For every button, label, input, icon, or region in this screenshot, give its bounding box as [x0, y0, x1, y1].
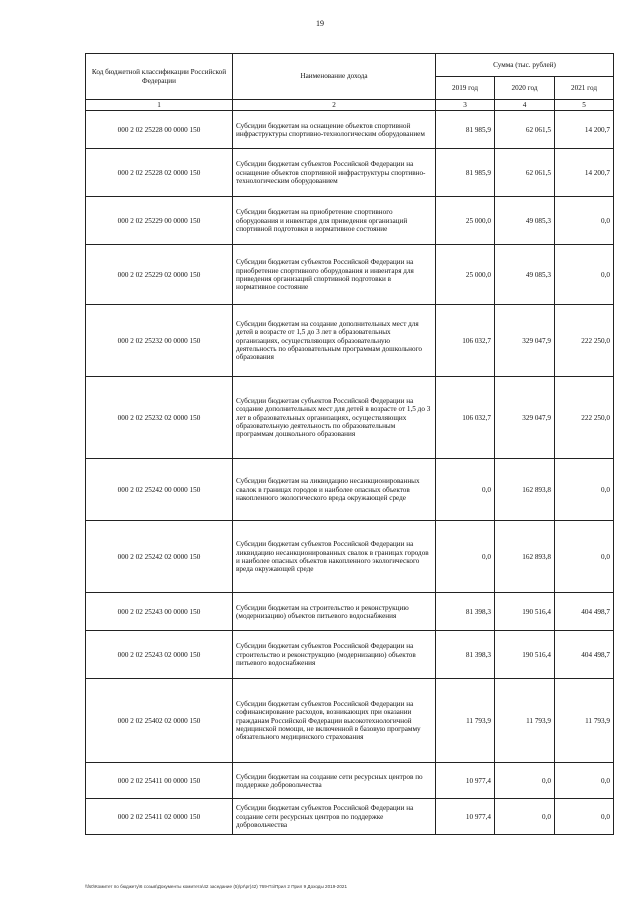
row-value-2020: 0,0	[495, 763, 555, 799]
row-value-2021: 0,0	[555, 799, 614, 835]
row-name: Субсидии бюджетам субъектов Российской Федерации на создание дополнительных мест для детей в возрасте от 1,5 до 3 лет в образовательных организациях, осуществляющих образовательную деятельность по образовательным программам дошкольного образования	[233, 377, 436, 459]
row-value-2021: 0,0	[555, 521, 614, 593]
row-name: Субсидии бюджетам субъектов Российской Федерации на приобретение спортивного оборудования и инвентаря для приведения организаций спортивной подготовки в нормативное состояние	[233, 245, 436, 305]
income-table	[85, 53, 614, 835]
row-value-2021: 14 200,7	[555, 111, 614, 149]
table-row	[86, 799, 614, 835]
table-row	[86, 679, 614, 763]
row-value-2019: 0,0	[436, 521, 495, 593]
row-name: Субсидии бюджетам на создание сети ресурсных центров по поддержке добровольчества	[233, 763, 436, 799]
col-number: 3	[436, 100, 495, 111]
header-year-2019: 2019 год	[436, 77, 495, 100]
table-row	[86, 197, 614, 245]
row-value-2020: 49 085,3	[495, 245, 555, 305]
row-value-2019: 25 000,0	[436, 197, 495, 245]
row-name: Субсидии бюджетам субъектов Российской Федерации на софинансирование расходов, возникающих при оказании гражданам Российской Федерации высокотехнологичной медицинской помощи, не включенной в базовую программу обязательного медицинского страхования	[233, 679, 436, 763]
row-name: Субсидии бюджетам субъектов Российской Федерации на ликвидацию несанкционированных свалок в границах городов и наиболее опасных объектов накопленного экологического вреда окружающей среде	[233, 521, 436, 593]
page-number: 19	[316, 19, 324, 28]
row-value-2020: 162 893,8	[495, 521, 555, 593]
table-row	[86, 763, 614, 799]
row-value-2020: 11 793,9	[495, 679, 555, 763]
row-value-2019: 81 398,3	[436, 631, 495, 679]
table-row	[86, 459, 614, 521]
row-value-2020: 190 516,4	[495, 593, 555, 631]
row-value-2021: 0,0	[555, 763, 614, 799]
table-row	[86, 377, 614, 459]
table-row	[86, 149, 614, 197]
row-value-2020: 62 061,5	[495, 111, 555, 149]
row-code: 000 2 02 25411 02 0000 150	[86, 799, 233, 835]
table-row	[86, 245, 614, 305]
table-row	[86, 111, 614, 149]
col-number: 5	[555, 100, 614, 111]
col-number: 2	[233, 100, 436, 111]
row-value-2019: 10 977,4	[436, 763, 495, 799]
header-sum-group: Сумма (тыс. рублей)	[436, 54, 614, 77]
row-name: Субсидии бюджетам субъектов Российской Федерации на строительство и реконструкцию (модернизацию) объектов питьевого водоснабжения	[233, 631, 436, 679]
row-code: 000 2 02 25228 02 0000 150	[86, 149, 233, 197]
footer-file-path: \\fs0\Комитет по бюджету\6 созыв\Документы комитета\42 заседание (5)\pr\pr(42) 769-Пз\Прил 2 Прил 9 Доходы 2019-2021	[85, 884, 348, 889]
row-value-2019: 81 985,9	[436, 149, 495, 197]
header-year-2020: 2020 год	[495, 77, 555, 100]
row-value-2021: 404 498,7	[555, 593, 614, 631]
row-value-2019: 10 977,4	[436, 799, 495, 835]
header-name: Наименование дохода	[233, 54, 436, 100]
row-code: 000 2 02 25411 00 0000 150	[86, 763, 233, 799]
row-code: 000 2 02 25402 02 0000 150	[86, 679, 233, 763]
row-value-2020: 329 047,9	[495, 305, 555, 377]
row-value-2021: 0,0	[555, 197, 614, 245]
header-year-2021: 2021 год	[555, 77, 614, 100]
row-code: 000 2 02 25243 00 0000 150	[86, 593, 233, 631]
row-value-2021: 404 498,7	[555, 631, 614, 679]
row-value-2020: 329 047,9	[495, 377, 555, 459]
row-value-2021: 0,0	[555, 245, 614, 305]
row-code: 000 2 02 25232 00 0000 150	[86, 305, 233, 377]
table-row	[86, 305, 614, 377]
row-value-2020: 62 061,5	[495, 149, 555, 197]
row-code: 000 2 02 25228 00 0000 150	[86, 111, 233, 149]
row-code: 000 2 02 25242 02 0000 150	[86, 521, 233, 593]
row-code: 000 2 02 25229 00 0000 150	[86, 197, 233, 245]
col-number: 4	[495, 100, 555, 111]
row-code: 000 2 02 25229 02 0000 150	[86, 245, 233, 305]
row-name: Субсидии бюджетам на создание дополнительных мест для детей в возрасте от 1,5 до 3 лет в образовательных организациях, осуществляющих образовательную деятельность по образовательным программам дошкольного образования	[233, 305, 436, 377]
row-code: 000 2 02 25242 00 0000 150	[86, 459, 233, 521]
row-value-2020: 0,0	[495, 799, 555, 835]
row-value-2020: 49 085,3	[495, 197, 555, 245]
row-value-2019: 25 000,0	[436, 245, 495, 305]
header-code: Код бюджетной классификации Российской Федерации	[86, 54, 233, 100]
row-value-2019: 81 398,3	[436, 593, 495, 631]
row-value-2021: 0,0	[555, 459, 614, 521]
row-value-2019: 106 032,7	[436, 377, 495, 459]
row-value-2019: 106 032,7	[436, 305, 495, 377]
row-value-2019: 11 793,9	[436, 679, 495, 763]
row-value-2019: 81 985,9	[436, 111, 495, 149]
row-name: Субсидии бюджетам субъектов Российской Федерации на создание сети ресурсных центров по поддержке добровольчества	[233, 799, 436, 835]
row-value-2019: 0,0	[436, 459, 495, 521]
row-value-2020: 162 893,8	[495, 459, 555, 521]
row-value-2020: 190 516,4	[495, 631, 555, 679]
row-value-2021: 14 200,7	[555, 149, 614, 197]
table-row	[86, 631, 614, 679]
row-name: Субсидии бюджетам субъектов Российской Федерации на оснащение объектов спортивной инфраструктуры спортивно-технологическим оборудованием	[233, 149, 436, 197]
row-name: Субсидии бюджетам на строительство и реконструкцию (модернизацию) объектов питьевого водоснабжения	[233, 593, 436, 631]
row-value-2021: 11 793,9	[555, 679, 614, 763]
col-number: 1	[86, 100, 233, 111]
row-value-2021: 222 250,0	[555, 377, 614, 459]
row-name: Субсидии бюджетам на ликвидацию несанкционированных свалок в границах городов и наиболее опасных объектов накопленного экологического вреда окружающей среде	[233, 459, 436, 521]
row-name: Субсидии бюджетам на приобретение спортивного оборудования и инвентаря для приведения организаций спортивной подготовки в нормативное состояние	[233, 197, 436, 245]
table-row	[86, 521, 614, 593]
row-code: 000 2 02 25232 02 0000 150	[86, 377, 233, 459]
row-value-2021: 222 250,0	[555, 305, 614, 377]
table-row	[86, 593, 614, 631]
row-code: 000 2 02 25243 02 0000 150	[86, 631, 233, 679]
row-name: Субсидии бюджетам на оснащение объектов спортивной инфраструктуры спортивно-технологическим оборудованием	[233, 111, 436, 149]
